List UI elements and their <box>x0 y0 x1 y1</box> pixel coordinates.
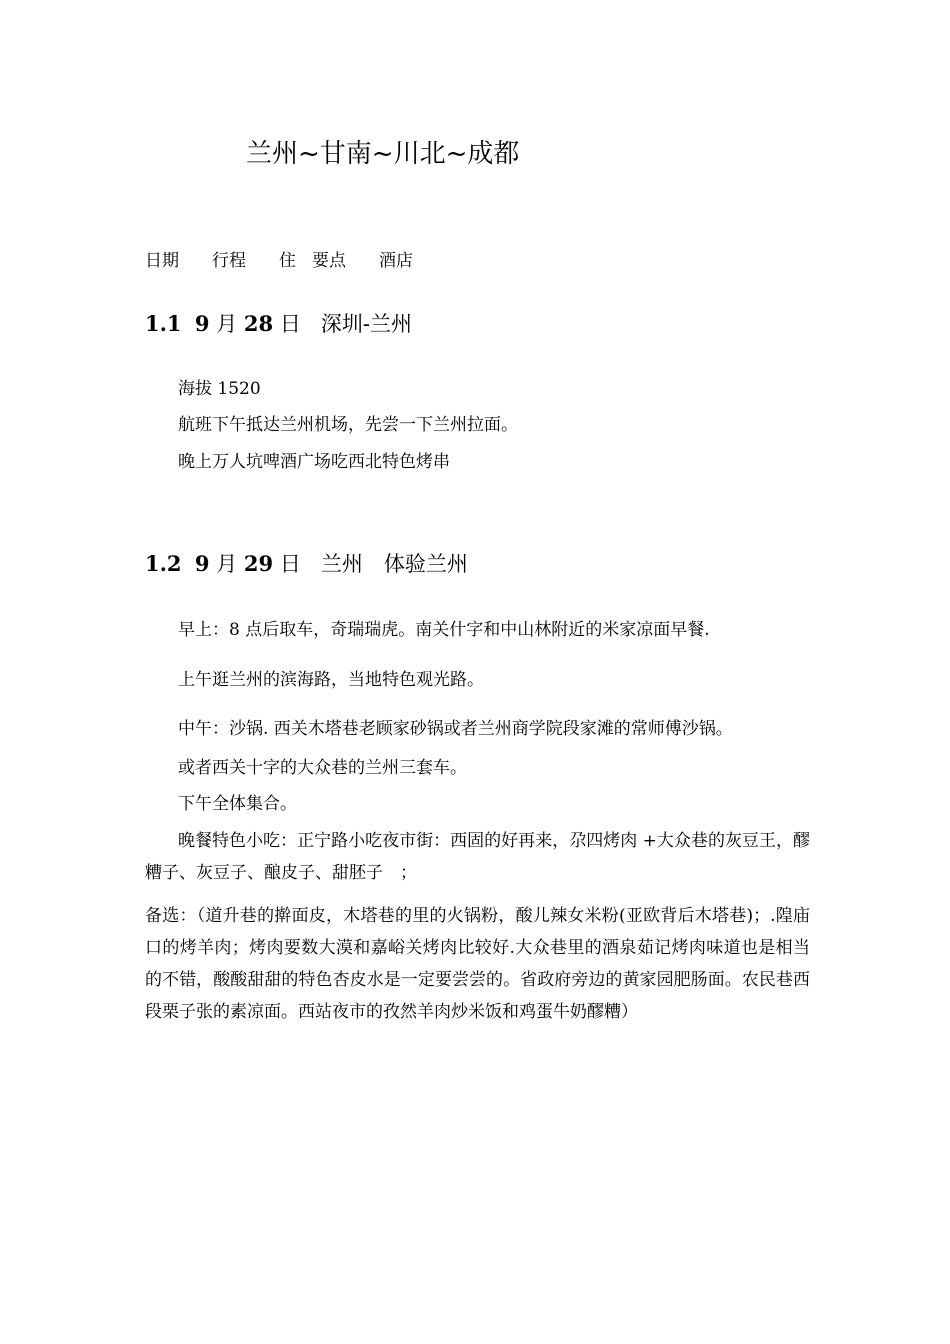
header-points: 要点 <box>312 251 346 271</box>
day1-line: 海拔 1520 <box>178 379 261 399</box>
month-number: 9 <box>194 311 210 336</box>
section-heading-day1 <box>145 308 412 338</box>
header-itinerary: 行程 <box>212 251 246 271</box>
page-title: 兰州~甘南~川北~成都 <box>246 139 520 169</box>
day2-line: 下午全体集合。 <box>178 794 297 814</box>
day2-line: 或者西关十字的大众巷的兰州三套车。 <box>178 758 467 778</box>
section-heading-day2 <box>145 548 468 578</box>
route: 深圳-兰州 <box>320 312 412 336</box>
route: 兰州 体验兰州 <box>320 552 468 576</box>
dinner-paragraph: 晚餐特色小吃：正宁路小吃夜市街：西固的好再来，尕四烤肉 +大众巷的灰豆王，醪糟子、灰豆子、酿皮子、甜胚子 ； <box>145 831 810 883</box>
month-number: 9 <box>194 551 210 576</box>
day2-line: 早上：8 点后取车，奇瑞瑞虎。南关什字和中山林附近的米家凉面早餐. <box>178 620 710 640</box>
day-unit: 日 <box>279 312 301 336</box>
header-hotel: 酒店 <box>379 251 413 271</box>
header-date: 日期 <box>145 251 179 271</box>
day2-line: 上午逛兰州的滨海路，当地特色观光路。 <box>178 670 484 690</box>
month-unit: 月 <box>216 312 238 336</box>
day-number: 28 <box>243 311 274 336</box>
day-number: 29 <box>243 551 274 576</box>
section-number: 1.2 <box>145 551 182 576</box>
header-stay: 住 <box>279 251 296 271</box>
alternatives-paragraph: 备选：（道升巷的擀面皮，木塔巷的里的火锅粉，酸儿辣女米粉(亚欧背后木塔巷)；.隍庙口的烤羊肉；烤肉要数大漠和嘉峪关烤肉比较好.大众巷里的酒泉茹记烤肉味道也是相当的不错，酸酸甜甜的特色杏皮水是一定要尝尝的。省政府旁边的黄家园肥肠面。农民巷西段栗子张的素凉面。西站夜市的孜然羊肉炒米饭和鸡蛋牛奶醪糟） <box>145 906 810 1022</box>
day1-line: 航班下午抵达兰州机场，先尝一下兰州拉面。 <box>178 415 518 435</box>
day1-line: 晚上万人坑啤酒广场吃西北特色烤串 <box>178 452 450 472</box>
table-header <box>0 246 950 272</box>
section-number: 1.1 <box>145 311 182 336</box>
month-unit: 月 <box>216 552 238 576</box>
day-unit: 日 <box>279 552 301 576</box>
day2-line: 中午：沙锅. 西关木塔巷老顾家砂锅或者兰州商学院段家滩的常师傅沙锅。 <box>178 719 733 739</box>
